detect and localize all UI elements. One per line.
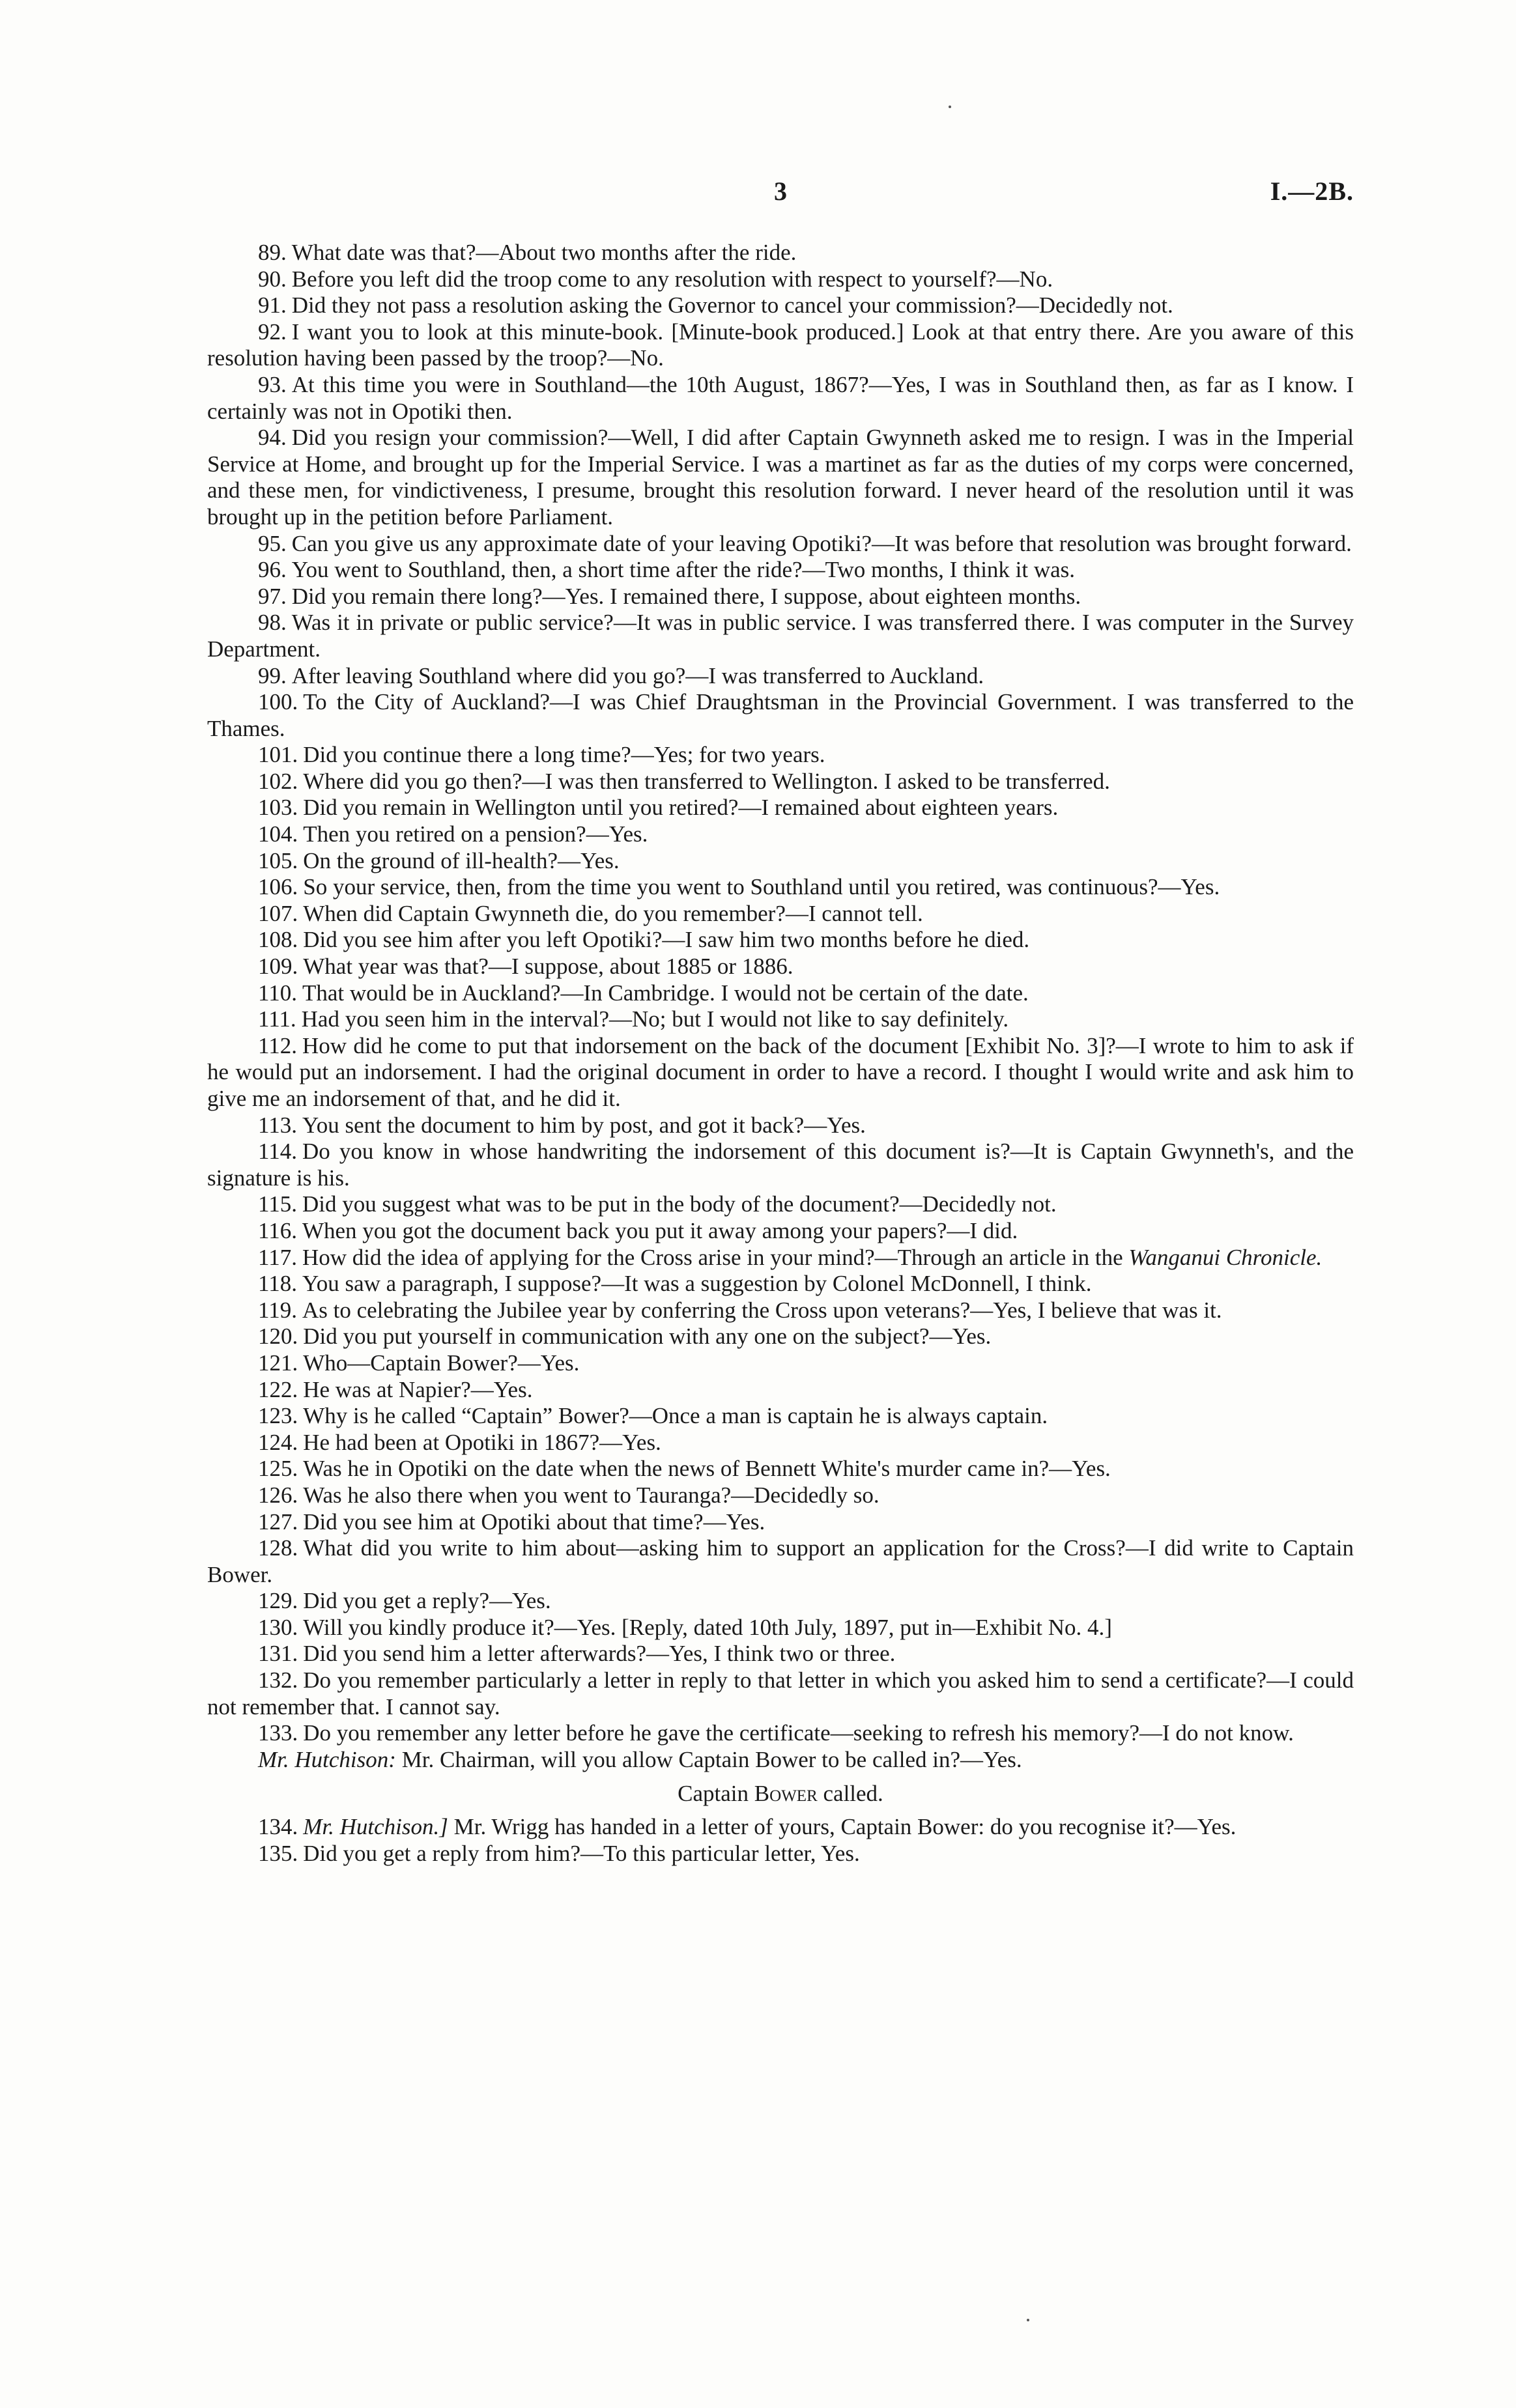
qa-paragraph [207,1456,1354,1482]
paragraph-number: 95. [258,530,287,556]
paragraph-text: Do you remember any letter before he gave the certificate—seeking to refresh his memory?—I do not know. [303,1720,1294,1746]
paragraph-text: Did you suggest what was to be put in the body of the document?—Decidedly not. [302,1191,1057,1217]
speaker-text: Mr. Chairman, will you allow Captain Bower to be called in?—Yes. [401,1746,1022,1772]
qa-paragraph [207,1377,1354,1404]
paragraph-text: Did they not pass a resolution asking the Governor to cancel your commission?—Decidedly not. [291,292,1173,319]
qa-paragraph [207,425,1354,530]
document-reference-suffix: B. [1328,177,1354,206]
page-number: 3 [774,177,787,206]
qa-paragraph [207,1814,1354,1841]
paragraph-number: 134. [258,1814,298,1840]
paragraph-text: You saw a paragraph, I suppose?—It was a suggestion by Colonel McDonnell, I think. [302,1271,1092,1297]
paragraph-number: 98. [258,610,287,636]
document-reference [1270,176,1354,206]
italic-title: Wanganui Chronicle. [1128,1244,1323,1270]
paragraph-number: 117. [258,1244,297,1270]
qa-paragraph [207,901,1354,928]
paragraph-number: 126. [258,1482,298,1508]
paragraph-text: On the ground of ill-health?—Yes. [303,847,620,873]
paragraph-number: 115. [258,1191,297,1217]
qa-paragraph [207,1006,1354,1033]
qa-paragraph [207,821,1354,848]
qa-paragraph [207,874,1354,901]
qa-paragraph [207,769,1354,795]
paragraph-text: Did you see him after you left Opotiki?—I saw him two months before he died. [303,927,1030,953]
paragraph-text: What year was that?—I suppose, about 1885 or 1886. [303,954,794,980]
paragraph-text: How did the idea of applying for the Cross arise in your mind?—Through an article in the [302,1244,1123,1270]
qa-list-after [207,1814,1354,1867]
paragraph-text: Did you resign your commission?—Well, I did after Captain Gwynneth asked me to resign. I was in the Imperial Service at Home, and brought up for the Imperial Service. I was a martinet as far as the duties of my corps were concerned, and these men, for vindictiveness, I presume, brought this resolution forward. I never heard of the resolution until it was brought up in the petition before Parliament. [207,425,1354,530]
paragraph-text: Mr. Wrigg has handed in a letter of yours, Captain Bower: do you recognise it?—Yes. [453,1814,1237,1840]
paragraph-text: Did you remain in Wellington until you retired?—I remained about eighteen years. [303,795,1059,821]
paragraph-number: 119. [258,1297,297,1323]
paragraph-text: Was it in private or public service?—It was in public service. I was transferred there. I was computer in the Survey Department. [207,610,1354,662]
qa-paragraph [207,1350,1354,1377]
caption-prefix: Captain [678,1781,749,1807]
paragraph-number: 120. [258,1324,298,1350]
paragraph-text: That would be in Auckland?—In Cambridge. I would not be certain of the date. [302,980,1029,1006]
paragraph-number: 132. [258,1667,298,1693]
paragraph-text: I want you to look at this minute-book. [Minute-book produced.] Look at that entry there. Are you aware of this resolution having been passed by the troop?—No. [207,319,1354,371]
qa-paragraph [207,1191,1354,1218]
paragraph-number: 93. [258,371,287,397]
qa-paragraph [207,1588,1354,1615]
paragraph-number: 100. [258,689,298,715]
paragraph-text: Why is he called “Captain” Bower?—Once a man is captain he is always captain. [303,1403,1048,1429]
qa-paragraph [207,689,1354,742]
paragraph-text: Did you see him at Opotiki about that time?—Yes. [303,1509,765,1535]
qa-paragraph [207,1720,1354,1747]
paragraph-text: You went to Southland, then, a short time after the ride?—Two months, I think it was. [291,557,1076,583]
paragraph-text: Do you know in whose handwriting the indorsement of this document is?—It is Captain Gwynneth's, and the signature is his. [207,1139,1354,1191]
paragraph-number: 114. [258,1139,297,1165]
paragraph-number: 135. [258,1840,298,1866]
paragraph-number: 94. [258,425,287,451]
paragraph-text: When did Captain Gwynneth die, do you remember?—I cannot tell. [303,900,923,926]
paragraph-number: 105. [258,847,298,873]
qa-paragraph [207,1403,1354,1430]
qa-paragraph [207,1271,1354,1297]
paragraph-text: How did he come to put that indorsement on the back of the document [Exhibit No. 3]?—I wrote to him to ask if he would put an indorsement. I had the original document in order to have a record. I thought I would write and ask him to give me an indorsement of that, and he did it. [207,1032,1354,1111]
speaker-name: Mr. Hutchison: [258,1746,396,1772]
paragraph-text: Before you left did the troop come to any resolution with respect to yourself?—No. [291,266,1053,292]
qa-paragraph [207,795,1354,821]
caption-suffix: called. [823,1781,883,1807]
qa-paragraph [207,1841,1354,1867]
paragraph-text: You sent the document to him by post, and got it back?—Yes. [302,1112,866,1138]
paragraph-text: What date was that?—About two months after the ride. [291,240,797,265]
paragraph-number: 113. [258,1112,297,1138]
paragraph-number: 116. [258,1217,297,1243]
paragraph-number: 101. [258,742,298,768]
paragraph-text: Will you kindly produce it?—Yes. [Reply, dated 10th July, 1897, put in—Exhibit No. 4.] [303,1614,1112,1640]
paragraph-number: 102. [258,768,298,794]
qa-paragraph [207,584,1354,610]
qa-paragraph [207,1297,1354,1324]
section-caption [207,1781,1354,1807]
qa-paragraph [207,1535,1354,1588]
paragraph-number: 133. [258,1720,298,1746]
paragraph-text: Was he in Opotiki on the date when the news of Bennett White's murder came in?—Yes. [303,1456,1111,1482]
qa-paragraph [207,954,1354,980]
qa-paragraph [207,1218,1354,1245]
paragraph-text: Did you remain there long?—Yes. I remained there, I suppose, about eighteen months. [291,583,1081,609]
paragraph-number: 131. [258,1641,298,1667]
paragraph-number: 89. [258,240,287,265]
paragraph-number: 128. [258,1535,298,1561]
paragraph-text: Where did you go then?—I was then transferred to Wellington. I asked to be transferred. [303,768,1110,794]
speaker-name: Mr. Hutchison.] [303,1814,448,1840]
qa-paragraph [207,1509,1354,1536]
document-reference-main: I.—2 [1270,177,1329,206]
qa-paragraph [207,1112,1354,1139]
qa-paragraph [207,1033,1354,1112]
paragraph-text: Do you remember particularly a letter in reply to that letter in which you asked him to send a certificate?—I could not remember that. I cannot say. [207,1667,1354,1720]
paragraph-text: When you got the document back you put it away among your papers?—I did. [302,1217,1018,1243]
qa-paragraph [207,1641,1354,1667]
paragraph-number: 109. [258,954,298,980]
paragraph-text: So your service, then, from the time you went to Southland until you retired, was continuous?—Yes. [303,874,1220,900]
paragraph-number: 91. [258,292,287,319]
paragraph-text: Was he also there when you went to Tauranga?—Decidedly so. [303,1482,880,1508]
qa-paragraph [207,980,1354,1007]
paragraph-text: Did you put yourself in communication with any one on the subject?—Yes. [303,1324,992,1350]
qa-paragraph [207,1245,1354,1271]
scan-speck [949,106,951,108]
paragraph-text: To the City of Auckland?—I was Chief Draughtsman in the Provincial Government. I was transferred to the Thames. [207,689,1354,741]
document-body [207,240,1354,1867]
paragraph-number: 121. [258,1350,298,1376]
qa-paragraph [207,742,1354,769]
qa-paragraph [207,848,1354,875]
qa-paragraph [207,1615,1354,1641]
paragraph-text: Then you retired on a pension?—Yes. [303,821,648,847]
paragraph-number: 111. [258,1006,296,1032]
paragraph-number: 129. [258,1588,298,1614]
qa-paragraph [207,1430,1354,1456]
paragraph-text: Did you get a reply from him?—To this particular letter, Yes. [303,1840,860,1866]
speaker-line [207,1747,1354,1774]
paragraph-text: Did you send him a letter afterwards?—Yes, I think two or three. [303,1641,896,1667]
caption-name: Bower [754,1781,818,1807]
qa-paragraph [207,1139,1354,1191]
paragraph-number: 118. [258,1271,297,1297]
qa-paragraph [207,292,1354,319]
paragraph-number: 104. [258,821,298,847]
qa-list [207,240,1354,1747]
paragraph-text: What did you write to him about—asking him to support an application for the Cross?—I did write to Captain Bower. [207,1535,1354,1587]
paragraph-number: 97. [258,583,287,609]
paragraph-number: 110. [258,980,297,1006]
paragraph-text: At this time you were in Southland—the 10th August, 1867?—Yes, I was in Southland then, as far as I know. I certainly was not in Opotiki then. [207,371,1354,424]
paragraph-number: 124. [258,1429,298,1455]
paragraph-number: 130. [258,1614,298,1640]
paragraph-number: 125. [258,1456,298,1482]
qa-paragraph [207,319,1354,372]
paragraph-text: Did you get a reply?—Yes. [303,1588,551,1614]
paragraph-text: As to celebrating the Jubilee year by conferring the Cross upon veterans?—Yes, I believe that was it. [302,1297,1222,1323]
paragraph-number: 92. [258,319,287,345]
qa-paragraph [207,531,1354,558]
paragraph-number: 96. [258,557,287,583]
qa-paragraph [207,610,1354,662]
paragraph-text: Who—Captain Bower?—Yes. [303,1350,580,1376]
paragraph-number: 127. [258,1509,298,1535]
paragraph-text: After leaving Southland where did you go?—I was transferred to Auckland. [291,662,984,688]
paragraph-number: 108. [258,927,298,953]
page-header [207,176,1354,215]
paragraph-text: Can you give us any approximate date of your leaving Opotiki?—It was before that resolution was brought forward. [291,530,1352,556]
paragraph-text: Had you seen him in the interval?—No; but I would not like to say definitely. [301,1006,1009,1032]
paragraph-text: He had been at Opotiki in 1867?—Yes. [303,1429,661,1455]
paragraph-text: Did you continue there a long time?—Yes; for two years. [303,742,825,768]
qa-paragraph [207,663,1354,690]
qa-paragraph [207,1482,1354,1509]
paragraph-text: He was at Napier?—Yes. [303,1376,533,1402]
paragraph-number: 106. [258,874,298,900]
paragraph-number: 90. [258,266,287,292]
qa-paragraph [207,372,1354,425]
qa-paragraph [207,266,1354,293]
paragraph-number: 99. [258,662,287,688]
paragraph-number: 122. [258,1376,298,1402]
qa-paragraph [207,557,1354,584]
qa-paragraph [207,1324,1354,1350]
qa-paragraph [207,927,1354,954]
paragraph-number: 123. [258,1403,298,1429]
qa-paragraph [207,240,1354,266]
paragraph-number: 112. [258,1032,297,1058]
scan-speck [1027,2319,1029,2321]
paragraph-number: 107. [258,900,298,926]
paragraph-number: 103. [258,795,298,821]
qa-paragraph [207,1667,1354,1720]
